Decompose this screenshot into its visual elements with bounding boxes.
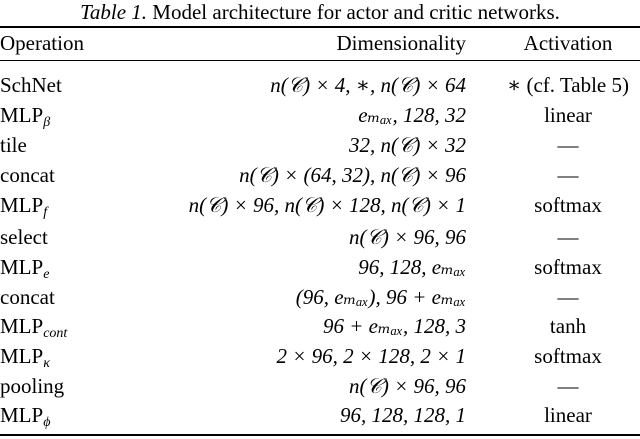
dimensionality-cell: n(𝒞) × (64, 32), n(𝒞) × 96: [239, 163, 466, 187]
activation-cell: —: [557, 374, 579, 398]
bottom-rule: [0, 434, 640, 436]
operation-name: MLP: [0, 314, 44, 338]
activation-cell: —: [557, 285, 579, 309]
header-operation: Operation: [0, 31, 84, 55]
activation-cell: ∗ (cf. Table 5): [506, 73, 630, 97]
operation-subscript: e: [43, 267, 50, 282]
operation-name: MLP: [0, 193, 44, 217]
dimensionality-cell: 96 + eₘₐₓ, 128, 3: [323, 314, 466, 338]
table-row: [0, 70, 640, 100]
table-row: [0, 222, 640, 252]
dimensionality-cell: 32, n(𝒞) × 32: [349, 133, 466, 157]
dimensionality-cell: 2 × 96, 2 × 128, 2 × 1: [276, 344, 466, 368]
operation-subscript: f: [43, 205, 48, 220]
activation-cell: softmax: [534, 255, 602, 279]
operation-name: tile: [0, 133, 27, 157]
activation-cell: softmax: [534, 193, 602, 217]
dimensionality-cell: 96, 128, 128, 1: [340, 403, 466, 427]
operation-name: MLP: [0, 403, 44, 427]
activation-cell: linear: [544, 103, 592, 127]
operation-name: concat: [0, 285, 55, 309]
operation-name: concat: [0, 163, 55, 187]
table-row: [0, 311, 640, 341]
table-row: [0, 130, 640, 160]
header-activation: Activation: [523, 31, 613, 55]
operation-name: select: [0, 225, 48, 249]
table-row: [0, 190, 640, 220]
operation-name: pooling: [0, 374, 65, 398]
caption-label: Table 1.: [80, 0, 148, 24]
activation-cell: tanh: [549, 314, 587, 338]
operation-subscript: ϕ: [43, 415, 51, 430]
dimensionality-cell: n(𝒞) × 96, 96: [349, 374, 466, 398]
activation-cell: —: [557, 163, 579, 187]
activation-cell: linear: [544, 403, 592, 427]
table-row: [0, 160, 640, 190]
operation-name: MLP: [0, 103, 44, 127]
header-dimensionality: Dimensionality: [336, 31, 466, 55]
operation-cell: [0, 400, 50, 438]
operation-subscript: cont: [43, 326, 68, 341]
table-row: [0, 100, 640, 130]
header-rule: [0, 60, 640, 61]
operation-subscript: β: [43, 115, 51, 130]
operation-subscript: κ: [43, 356, 50, 371]
operation-name: SchNet: [0, 73, 62, 97]
dimensionality-cell: 96, 128, eₘₐₓ: [358, 255, 466, 279]
caption-text: Model architecture for actor and critic networks.: [147, 0, 560, 24]
dimensionality-cell: n(𝒞) × 4, ∗, n(𝒞) × 64: [270, 73, 466, 97]
operation-name: MLP: [0, 344, 44, 368]
activation-cell: —: [557, 225, 579, 249]
table-row: [0, 282, 640, 312]
table-row: [0, 252, 640, 282]
activation-cell: softmax: [534, 344, 602, 368]
dimensionality-cell: n(𝒞) × 96, 96: [349, 225, 466, 249]
dimensionality-cell: eₘₐₓ, 128, 32: [358, 103, 466, 127]
activation-cell: —: [557, 133, 579, 157]
operation-name: MLP: [0, 255, 44, 279]
table-row: [0, 341, 640, 371]
table-row: [0, 371, 640, 401]
dimensionality-cell: n(𝒞) × 96, n(𝒞) × 128, n(𝒞) × 1: [188, 193, 466, 217]
table-caption: [0, 0, 640, 24]
dimensionality-cell: (96, eₘₐₓ), 96 + eₘₐₓ: [295, 285, 466, 309]
header-row: [0, 28, 640, 58]
table-row: [0, 400, 640, 430]
